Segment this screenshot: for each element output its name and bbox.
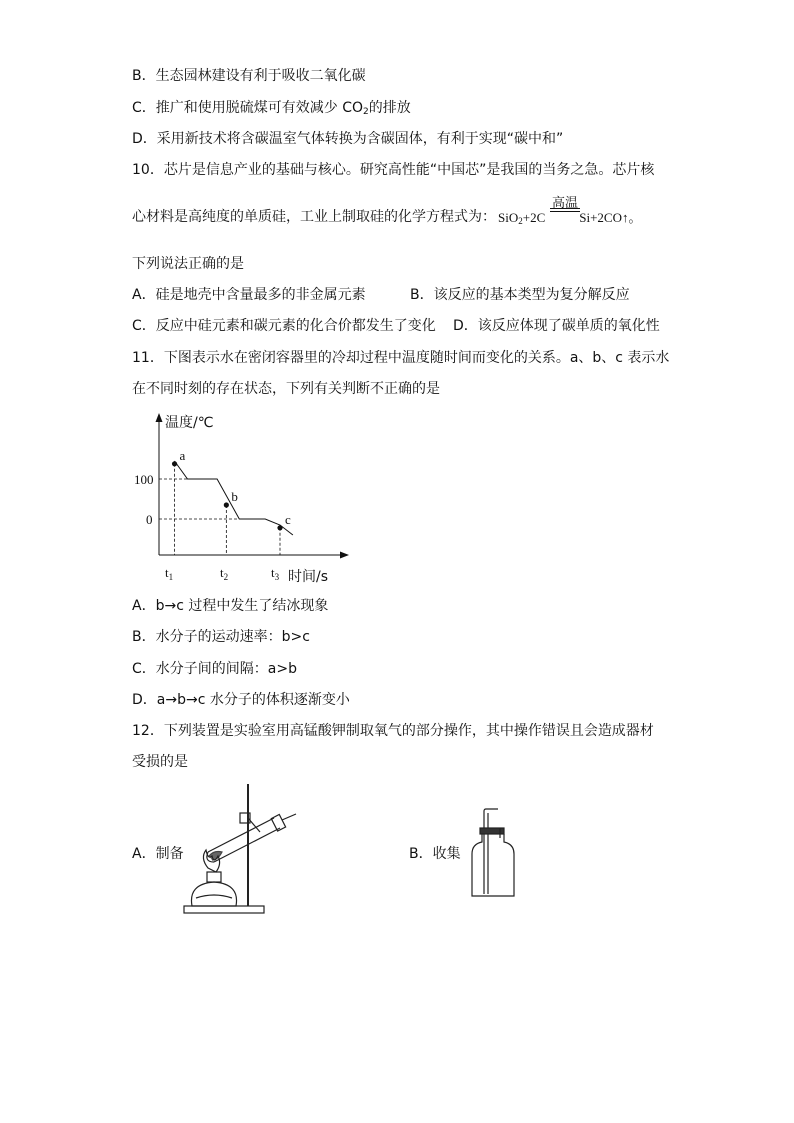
q11-option-c: C．水分子间的间隔：a>b <box>132 661 297 677</box>
equation-double-line <box>550 208 580 212</box>
chart-axes <box>156 413 350 559</box>
temperature-time-chart <box>125 405 365 585</box>
q9-option-c: C．推广和使用脱硫煤可有效减少 $CO_2$的排放 <box>132 100 411 117</box>
y-tick-100: 100 <box>134 472 154 487</box>
gas-bottle <box>472 834 514 896</box>
q12-stem-line1: 12．下列装置是实验室用高锰酸钾制取氧气的部分操作，其中操作错误且会造成器材 <box>132 723 654 739</box>
q11-option-a: A．b→c 过程中发生了结冰现象 <box>132 598 329 614</box>
state-points <box>172 448 291 531</box>
x-axis-arrow <box>340 552 349 559</box>
q12-stem-line2: 受损的是 <box>132 754 188 770</box>
y-axis-arrow <box>156 413 163 422</box>
x-tick-t3: $t_3$ <box>271 565 280 582</box>
point-c <box>277 525 282 530</box>
chemical-equation: SiO$_2$+2C Si+2CO↑。 高温 <box>498 192 648 232</box>
q10-stem-line1: 10．芯片是信息产业的基础与核心。研究高性能“中国芯”是我国的当务之急。芯片核 <box>132 162 655 178</box>
q10-option-a: A．硅是地壳中含量最多的非金属元素 <box>132 287 366 303</box>
q11-option-d: D．a→b→c 水分子的体积逐渐变小 <box>132 692 350 708</box>
q10-option-c: C．反应中硅元素和碳元素的化合价都发生了变化 <box>132 318 436 334</box>
q11-stem-line1: 11．下图表示水在密闭容器里的冷却过程中温度随时间而变化的关系。a、b、c 表示水 <box>132 350 670 366</box>
q12-option-b-label: B．收集 <box>409 846 461 862</box>
q11-option-b: B．水分子的运动速率：b>c <box>132 629 310 645</box>
dashed-guides <box>159 464 280 555</box>
reaction-condition: 高温 <box>551 195 578 210</box>
q9-option-b: B．生态园林建设有利于吸收二氧化碳 <box>132 68 366 84</box>
alcohol-lamp <box>191 872 236 906</box>
point-b <box>224 502 229 507</box>
q10-option-d: D．该反应体现了碳单质的氧化性 <box>453 318 660 334</box>
y-axis-label: 温度/℃ <box>165 415 214 431</box>
point-label-a: a <box>179 447 186 463</box>
x-tick-t1: $t_1$ <box>165 565 174 582</box>
gas-collection-bottle-illustration <box>462 808 522 900</box>
inlet-tube <box>484 809 498 818</box>
q10-stem-line2: 心材料是高纯度的单质硅，工业上制取硅的化学方程式为： <box>132 209 496 225</box>
x-tick-t2: $t_2$ <box>220 565 229 582</box>
q11-stem-line2: 在不同时刻的存在状态，下列有关判断不正确的是 <box>132 381 440 397</box>
point-a <box>172 461 177 466</box>
q9-option-d: D．采用新技术将含碳温室气体转换为含碳固体，有利于实现“碳中和” <box>132 131 564 147</box>
x-axis-label: 时间/s <box>288 569 329 585</box>
heating-apparatus-illustration <box>178 780 308 920</box>
q12-option-a-label: A．制备 <box>132 846 184 862</box>
q10-option-b: B．该反应的基本类型为复分解反应 <box>410 287 630 303</box>
point-label-c: c <box>285 511 291 527</box>
y-tick-0: 0 <box>146 512 153 527</box>
point-label-b: b <box>231 489 238 504</box>
q10-question: 下列说法正确的是 <box>132 256 244 272</box>
stand-base <box>184 906 264 913</box>
